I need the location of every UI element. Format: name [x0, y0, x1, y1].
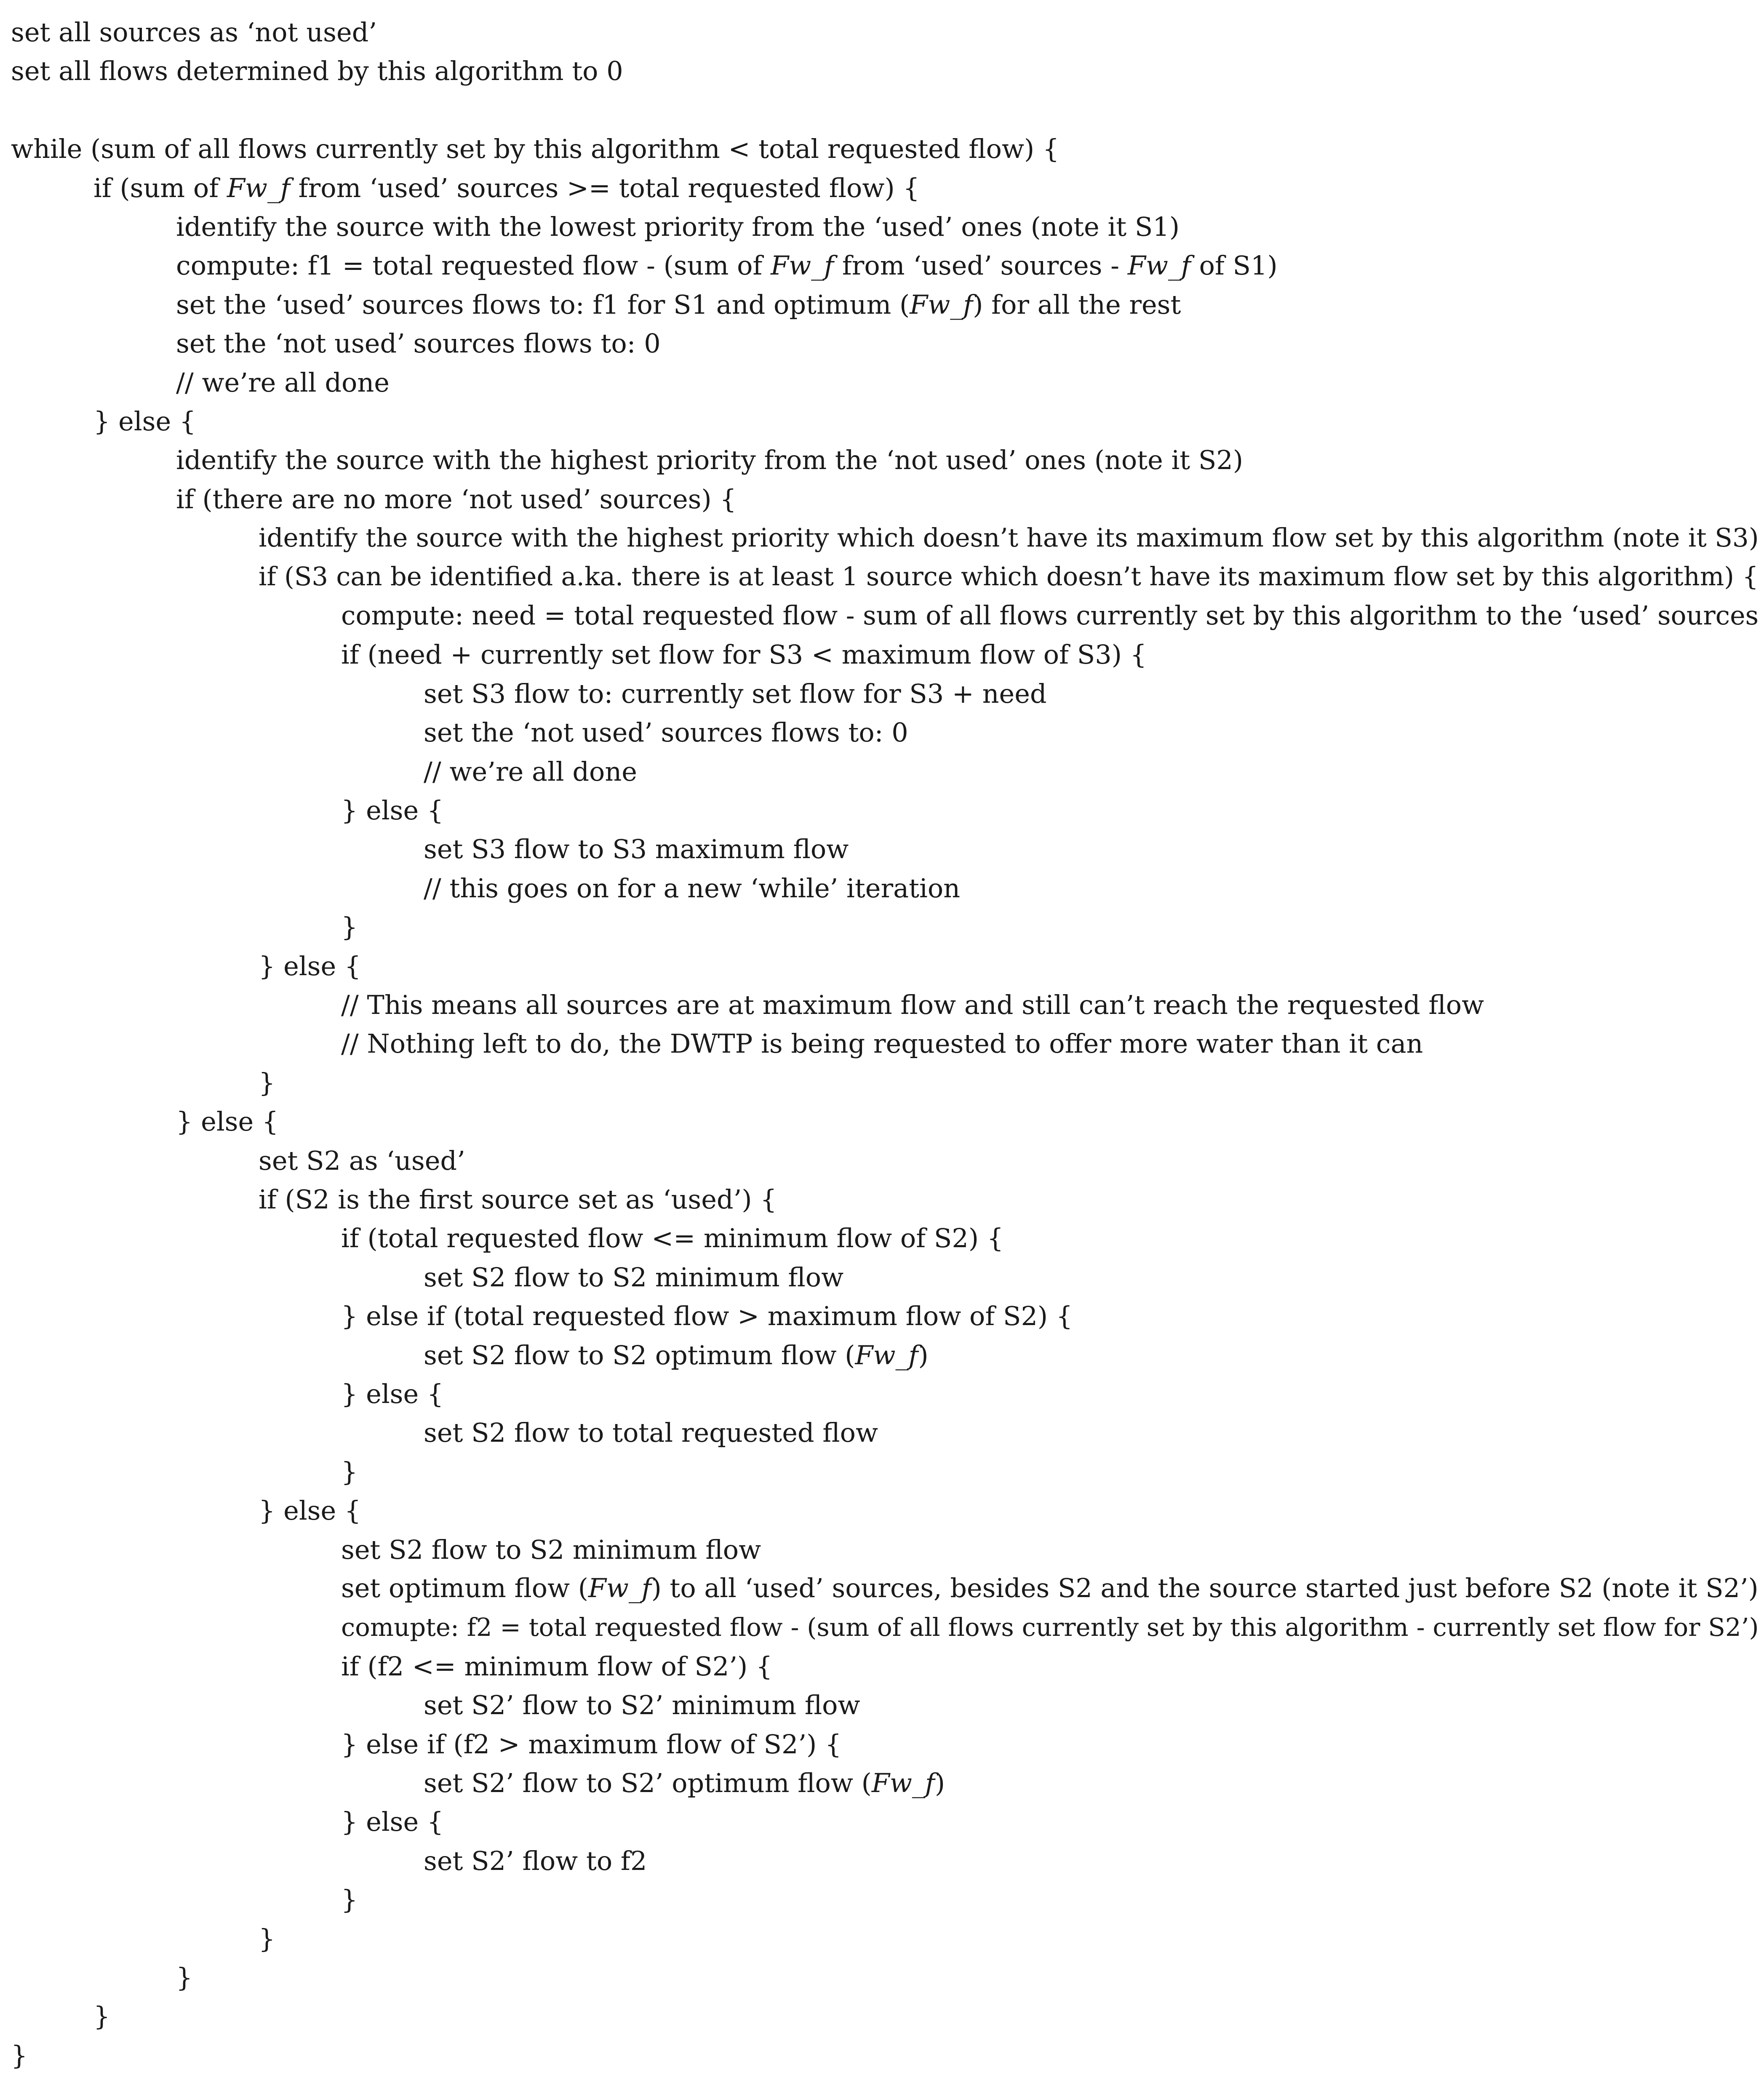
code-line: identify the source with the highest priority which doesn’t have its maximum flow set by this algorithm (note it S3): [259, 523, 1759, 553]
code-line: set S2’ flow to f2: [424, 1845, 647, 1876]
code-line: set S2 flow to total requested flow: [424, 1417, 878, 1448]
code-line: } else {: [176, 1106, 279, 1137]
code-line: if (S3 can be identified a.ka. there is at least 1 source which doesn’t have its maximum flow set by this algorithm) {: [259, 562, 1759, 592]
code-line: }: [259, 1923, 275, 1954]
code-line: // we’re all done: [176, 367, 390, 398]
code-line: // we’re all done: [424, 756, 637, 787]
code-line: } else {: [259, 1495, 361, 1526]
code-line: set S2 flow to S2 minimum flow: [341, 1534, 761, 1565]
code-line: if (S2 is the first source set as ‘used’) {: [259, 1184, 777, 1215]
code-line: comupte: f2 = total requested flow - (sum of all flows currently set by this algorithm - currently set flow for S2’): [341, 1613, 1759, 1642]
code-line: if (sum of Fw_f from ‘used’ sources >= total requested flow) {: [93, 172, 920, 203]
code-line: }: [93, 2001, 110, 2032]
code-line: set S3 flow to: currently set flow for S3 + need: [424, 678, 1047, 709]
code-line: set optimum flow (Fw_f) to all ‘used’ sources, besides S2 and the source started just before S2 (note it S2’): [341, 1573, 1759, 1603]
code-line: identify the source with the lowest priority from the ‘used’ ones (note it S1): [176, 211, 1180, 242]
code-line: // this goes on for a new ‘while’ iteration: [424, 872, 961, 904]
code-line: set the ‘not used’ sources flows to: 0: [176, 328, 661, 359]
code-line: } else if (f2 > maximum flow of S2’) {: [341, 1728, 842, 1760]
code-line: if (total requested flow <= minimum flow of S2) {: [341, 1223, 1004, 1254]
code-line: set S3 flow to S3 maximum flow: [424, 834, 849, 865]
code-line: set the ‘not used’ sources flows to: 0: [424, 717, 908, 748]
code-line: set the ‘used’ sources flows to: f1 for S1 and optimum (Fw_f) for all the rest: [176, 289, 1181, 320]
code-line: } else {: [341, 1806, 444, 1838]
code-line: }: [259, 1067, 275, 1098]
code-line: }: [176, 1962, 193, 1993]
code-line: }: [341, 1456, 358, 1487]
code-line: set all flows determined by this algorithm to 0: [11, 56, 623, 87]
code-line: }: [11, 2040, 28, 2071]
code-line: } else {: [93, 406, 196, 437]
code-line: if (there are no more ‘not used’ sources) {: [176, 483, 737, 515]
code-line: set S2 as ‘used’: [259, 1145, 465, 1176]
code-line: set S2 flow to S2 optimum flow (Fw_f): [424, 1339, 929, 1371]
code-line: } else {: [341, 795, 444, 826]
code-line: // Nothing left to do, the DWTP is being requested to offer more water than it can: [341, 1028, 1423, 1059]
code-line: if (need + currently set flow for S3 < maximum flow of S3) {: [341, 639, 1147, 670]
code-line: set S2’ flow to S2’ optimum flow (Fw_f): [424, 1768, 945, 1798]
code-line: } else {: [259, 950, 361, 981]
code-line: }: [341, 912, 358, 943]
code-line: identify the source with the highest priority from the ‘not used’ ones (note it S2): [176, 445, 1244, 476]
code-line: }: [341, 1884, 358, 1915]
code-line: compute: need = total requested flow - sum of all flows currently set by this algorithm to the ‘used’ sources: [341, 600, 1759, 631]
code-line: // This means all sources are at maximum flow and still can’t reach the requested flow: [341, 989, 1484, 1020]
code-line: while (sum of all flows currently set by this algorithm < total requested flow) {: [11, 133, 1059, 165]
code-line: compute: f1 = total requested flow - (sum of Fw_f from ‘used’ sources - Fw_f of S1): [176, 250, 1278, 281]
code-line: set all sources as ‘not used’: [11, 17, 377, 48]
code-line: if (f2 <= minimum flow of S2’) {: [341, 1651, 773, 1682]
code-line: } else if (total requested flow > maximum flow of S2) {: [341, 1301, 1073, 1332]
code-line: } else {: [341, 1379, 444, 1409]
code-line: set S2’ flow to S2’ minimum flow: [424, 1690, 860, 1721]
code-line: set S2 flow to S2 minimum flow: [424, 1262, 844, 1293]
